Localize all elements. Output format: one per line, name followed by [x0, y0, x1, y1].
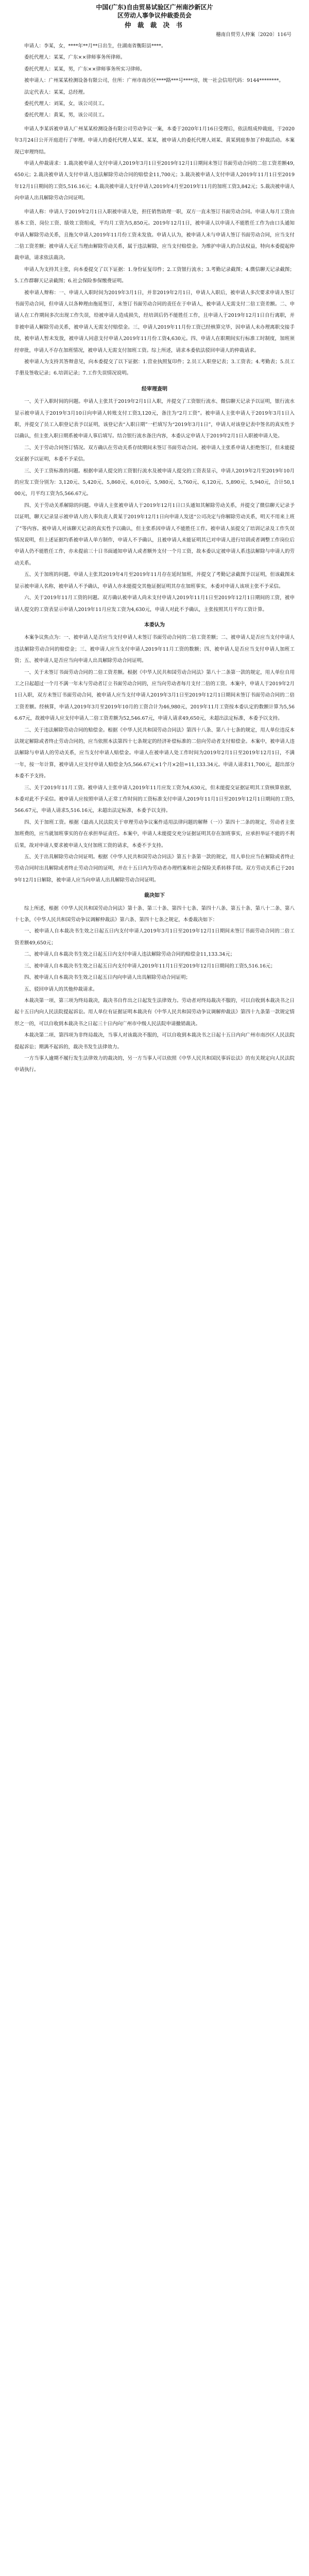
intro-paragraph: 申请人李某诉被申请人广州某某检测设备有限公司劳动争议一案，本委于2020年1月16日受理后，依法组成仲裁庭，于2020年3月24日公开开庭进行了审理。申请人的委托代理人某某、某某，被申请人的委托代理人刘某、黄某到庭参加了仲裁活动。本案现已审理终结。 — [14, 126, 295, 155]
section-paragraph: 被申请人为支持其答辩意见，向本委提交了以下证据：1.营业执照复印件；2.员工入职登记表；3.工资表；4.考勤表；5.员工手册及签收记录；6.培训记录；7.工作失误情况说明。 — [14, 359, 295, 377]
section-paragraph: 被申请人辩称：一、申请人入职时间为2019年3月1日，并非2019年2月1日，申请人入职后，被申请人多次要求申请人签订书面劳动合同，但申请人以各种理由拖延签订，未签订书面劳动合同的责任在于申请人，被申请人无需支付二倍工资差额。二、申请人在工作期间多次出现工作失误，给被申请人造成损失，经培训后仍不能胜任工作，且申请人于2019年12月1日自行离职，并非被申请人解除劳动关系，被申请人无需支付赔偿金。三、申请人2019年11月份工资已经核算完毕，因申请人未办理离职交接手续，被申请人暂未发放，被申请人同意支付申请人2019年11月份工资4,630元。四、申请人在职期间实行标准工时制度，加班须经审批，申请人不存在加班情况，被申请人无需支付加班工资。综上所述，请求本委依法驳回申请人的仲裁请求。 — [14, 290, 295, 353]
section-paragraph: 四、被申请人自本裁决书生效之日起五日内向申请人出具解除劳动合同证明； — [24, 975, 191, 981]
section-paragraph: 三、关于工资标准的问题。根据申请人提交的工资银行流水及被申请人提交的工资表显示，申请人2019年2月至2019年10月的应发工资分别为：3,120元、5,420元、5,860元、6,010元、5,980元、5,760元、6,120元、5,890元、5,940元，合计50,100元，月平均工资为5,566.67元。 — [14, 468, 295, 497]
section-heading: 裁决如下 — [144, 893, 165, 899]
section-paragraph: 一方当事人逾期不履行发生法律效力的裁决的，另一方当事人可以依照《中华人民共和国民事诉讼法》的有关规定向人民法院申请执行。 — [14, 1055, 295, 1073]
party-line: 委托代理人：某某，男，广东××律师事务所实习律师。 — [24, 66, 145, 72]
intro-block — [14, 124, 295, 205]
section-paragraph: 申请人为支持其主张，向本委提交了以下证据：1.身份证复印件；2.工资银行流水；3.考勤记录截图；4.微信聊天记录截图；5.工作群聊天记录截图；6.社会保险参保缴费证明。 — [14, 266, 295, 284]
section-paragraph: 一、关于未签订书面劳动合同的二倍工资差额。根据《中华人民共和国劳动合同法》第八十二条第一款的规定，用人单位自用工之日起超过一个月不满一年未与劳动者订立书面劳动合同的，应当向劳动者每月支付二倍的工资。本案中，申请人于2019年2月1日入职，双方未签订书面劳动合同，被申请人应当支付申请人2019年3月1日至2019年12月1日期间未签订书面劳动合同的二倍工资差额。经核算，申请人2019年3月至2019年10月的工资合计为46,980元，2019年11月工资按本委认定的数额计算为5,566.67元，故被申请人应支付申请人二倍工资差额为52,546.67元，申请人请求49,650元，未超出法定标准，本委予以支持。 — [14, 669, 295, 722]
party-line: 法定代表人：某某，总经理。 — [24, 89, 88, 95]
section-claims — [14, 207, 295, 380]
section-paragraph: 本裁决第二项、第四项为非终局裁决，当事人对该裁决不服的，可以自收到本裁决书之日起十五日内向广州市南沙区人民法院提起诉讼；期满不起诉的，裁决书发生法律效力。 — [14, 1032, 295, 1050]
section-paragraph: 一、被申请人自本裁决书生效之日起五日内支付申请人2019年3月1日至2019年12月1日期间未签订书面劳动合同的二倍工资差额49,650元； — [14, 928, 295, 946]
section-paragraph: 四、关于加班工资。根据《最高人民法院关于审理劳动争议案件适用法律问题的解释（一）》第四十二条的规定，劳动者主张加班费的，应当就加班事实的存在承担举证责任。本案中，申请人未能提交充分证据证明其存在加班事实，应承担举证不能的不利后果，故对申请人要求被申请人支付加班工资的请求，本委不予支持。 — [14, 819, 295, 849]
section-paragraph: 五、关于加班的问题。申请人主张其2019年4月至2019年11月存在延时加班，并提交了考勤记录截图予以证明，但该截图未显示被申请人名称，被申请人不予确认，申请人亦未能提交其他证据证明其存在加班事实，本委对申请人该项主张不予采信。 — [14, 572, 295, 589]
section-paragraph: 三、关于2019年11月工资。被申请人主张申请人2019年11月应发工资为4,630元，但未能提交证据证明其工资核算依据，本委对此不予采信。被申请人应按照申请人正常工作时间的工资标准支付申请人2019年11月1日至2019年12月1日期间的工资5,566.67元，申请人请求5,516.16元，未超出法定标准，本委予以支持。 — [14, 785, 295, 814]
section-paragraph: 本案争议焦点为：一、被申请人是否应当支付申请人未签订书面劳动合同的二倍工资差额；二、被申请人是否应当支付申请人违法解除劳动合同的赔偿金；三、被申请人应当支付申请人2019年11月工资的数额；四、被申请人是否应当支付申请人加班工资；五、被申请人是否应当向申请人出具解除劳动合同证明。 — [14, 635, 295, 664]
party-line: 委托代理人：某某，广东××律师事务所律师。 — [24, 55, 126, 61]
section-heading: 本委认为 — [144, 622, 165, 628]
party-line: 被申请人：广州某某检测设备有限公司，住所：广州市南沙区****路***号****房，统一社会信用代码：9144********。 — [24, 78, 284, 84]
header-line1: 中国(广东)自由贸易试验区广州南沙新区片 — [96, 4, 213, 11]
section-paragraph: 本裁决第一项、第三项为终局裁决，裁决书自作出之日起发生法律效力。劳动者对终局裁决不服的，可以自收到本裁决书之日起十五日内向人民法院提起诉讼。用人单位有证据证明本裁决有《中华人民共和国劳动争议调解仲裁法》第四十九条第一款规定情形之一的，可以自收到本裁决书之日起三十日内向广州市中级人民法院申请撤销裁决。 — [14, 997, 295, 1027]
section-paragraph: 四、关于劳动关系解除的问题。申请人主张被申请人于2019年12月1日口头通知其解除劳动关系，并提交了微信聊天记录予以证明，聊天记录显示被申请人的人事负责人黄某于2019年12月1日向申请人发送“公司决定与你解除劳动关系，明天不用来上班了”等内容。被申请人对该聊天记录的真实性予以确认，但主张系因申请人不能胜任工作。被申请人虽提交了培训记录及工作失误情况说明，但上述证据均系被申请人单方制作，申请人不予确认，且被申请人未能证明其已对申请人进行培训或者调整工作岗位后申请人仍不能胜任工作，亦未提前三十日书面通知申请人或者额外支付一个月工资，故本委认定被申请人系违法解除与申请人的劳动关系。 — [14, 502, 295, 566]
section-paragraph: 申请人称：申请人于2019年2月1日入职被申请人处，担任销售助理一职，双方一直未签订书面劳动合同。申请人每月工资由基本工资、岗位工资、绩效工资组成，平均月工资为5,850元。2019年12月1日，被申请人以申请人不能胜任工作为由口头通知申请人解除劳动关系，且拖欠申请人2019年11月份工资未发放。申请人认为，被申请人未与申请人签订书面劳动合同，应当支付二倍工资差额；被申请人无正当理由解除劳动关系，属于违法解除，应当支付赔偿金。为维护申请人的合法权益，特向本委提起仲裁申请，请求依法裁决。 — [14, 209, 295, 261]
intro-paragraph: 申请人仲裁请求：1.裁决被申请人支付申请人2019年3月1日至2019年12月1日期间未签订书面劳动合同的二倍工资差额49,650元；2.裁决被申请人支付申请人违法解除劳动合同的赔偿金11,700元；3.裁决被申请人支付申请人2019年11月1日至2019年12月1日期间的工资5,516.16元；4.裁决被申请人支付申请人2019年4月至2019年11月的加班工资3,842元；5.裁决被申请人向申请人出具解除劳动合同证明。 — [14, 161, 295, 201]
section-paragraph: 五、驳回申请人的其他仲裁请求。 — [24, 986, 98, 992]
section-paragraph: 五、关于出具解除劳动合同证明。根据《中华人民共和国劳动合同法》第五十条第一款的规定，用人单位应当在解除或者终止劳动合同时出具解除或者终止劳动合同的证明，并在十五日内为劳动者办理档案和社会保险关系转移手续。双方劳动关系已于2019年12月1日解除，被申请人应当向申请人出具解除劳动合同证明。 — [14, 854, 295, 883]
section-ruling — [14, 890, 295, 1076]
section-paragraph: 六、关于2019年11月工资的问题。双方确认被申请人尚未支付申请人2019年11月1日至2019年12月1日期间的工资，被申请人提交的工资表显示申请人2019年11月应发工资为4,630元，申请人对此不予确认，主张按照其月平均工资计算。 — [14, 595, 295, 613]
party-line: 委托代理人：刘某，女，该公司员工。 — [24, 101, 108, 107]
section-paragraph: 二、关于劳动合同签订情况。双方确认在劳动关系存续期间未签订书面劳动合同。被申请人主张系申请人拒绝签订，但未能提交证据予以证明，本委不予采信。 — [14, 445, 295, 463]
section-heading: 经审理查明 — [142, 386, 167, 392]
section-paragraph: 综上所述，根据《中华人民共和国劳动合同法》第十条、第三十条、第四十七条、第四十八条、第五十条、第八十二条、第八十七条，《中华人民共和国劳动争议调解仲裁法》第六条、第四十七条之规定，本委裁决如下： — [14, 905, 295, 923]
section-paragraph: 二、关于违法解除劳动合同的赔偿金。根据《中华人民共和国劳动合同法》第四十八条、第八十七条的规定，用人单位违反本法规定解除或者终止劳动合同的，应当依照本法第四十七条规定的经济补偿标准的二倍向劳动者支付赔偿金。本案中，被申请人违法解除与申请人的劳动关系，应当支付申请人赔偿金。申请人在被申请人处工作时间为2019年2月1日至2019年12月1日，不满一年，按一年计算，被申请人应支付申请人赔偿金为5,566.67元×1个月×2倍=11,133.34元。申请人请求11,700元，超出部分本委不予支持。 — [14, 727, 295, 779]
document-number: 穗南自贸劳人仲案〔2020〕116号 — [216, 32, 291, 38]
section-opinion — [14, 620, 295, 886]
party-line: 委托代理人：黄某，男，该公司员工。 — [24, 112, 108, 118]
section-paragraph: 二、被申请人自本裁决书生效之日起五日内支付申请人违法解除劳动合同的赔偿金11,133.34元； — [24, 952, 235, 958]
section-paragraph: 三、被申请人自本裁决书生效之日起五日内支付申请人2019年11月1日至2019年12月1日期间的工资5,516.16元； — [24, 963, 276, 969]
section-facts — [14, 384, 295, 616]
parties-block — [14, 41, 295, 122]
party-line: 申请人：李某，女，****年**月**日出生，住湖南省衡阳县****。 — [24, 43, 166, 49]
section-paragraph: 一、关于入职时间的问题。申请人主张其于2019年2月1日入职，并提交了工资银行流水、微信聊天记录予以证明，银行流水显示被申请人于2019年3月10日向申请人转账支付工资3,120元，备注为“2月工资”。被申请人主张申请人于2019年3月1日入职，并提交了员工入职登记表予以证明，该登记表“入职日期”一栏填写为“2019年3月1日”，申请人对该登记表中签名的真实性予以确认，但主张入职日期系被申请人事后填写。结合银行流水备注内容，本委认定申请人于2019年2月1日入职被申请人处。 — [14, 399, 295, 439]
header-line2: 区劳动人事争议仲裁委员会 — [117, 12, 192, 19]
document-title: 仲 裁 裁 决 书 — [125, 21, 184, 29]
